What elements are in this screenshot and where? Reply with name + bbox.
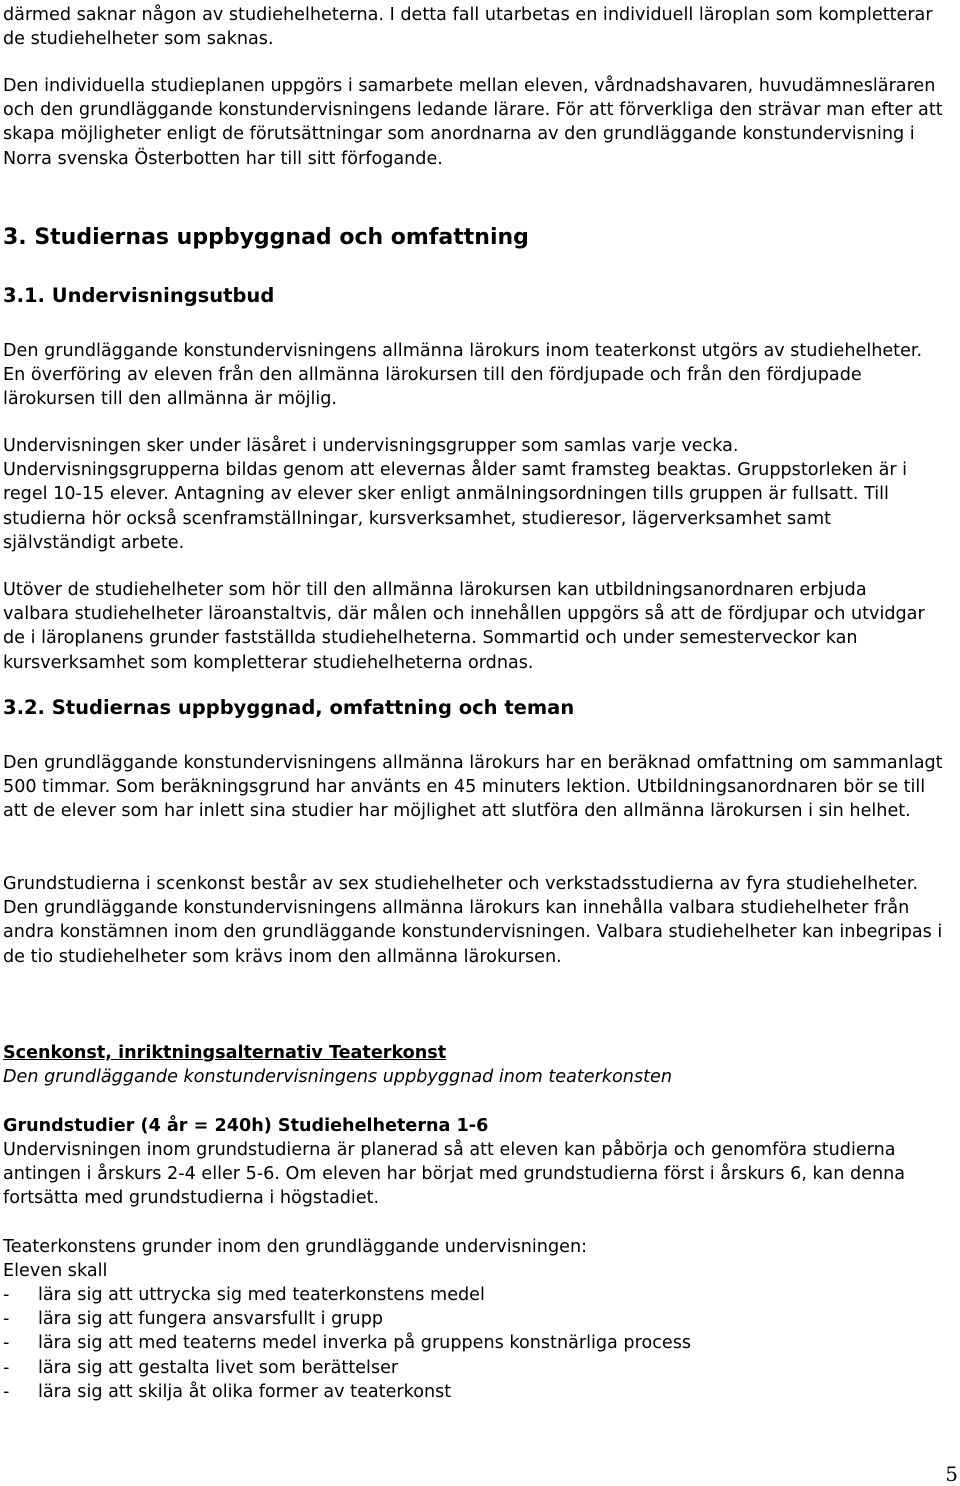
paragraph-pupil-shall: Eleven skall [3, 1261, 108, 1281]
paragraph-grundstudier: Undervisningen inom grundstudierna är planerad så att eleven kan påbörja och genomföra studierna antingen i årskurs 2-4 eller 5-6. Om eleven har börjat med grundstudierna först i årskurs 6, kan denna fortsätta med grundstudierna i högstadiet. [3, 1140, 906, 1209]
list-bullet: - [3, 1285, 10, 1305]
grundstudier-title: Grundstudier (4 år = 240h) Studiehelheterna 1-6 [3, 1116, 489, 1136]
list-item-text: lära sig att uttrycka sig med teaterkonstens medel [38, 1285, 485, 1305]
paragraph-groups: Undervisningen sker under läsåret i undervisningsgrupper som samlas varje vecka. Undervisningsgrupperna bildas genom att elevernas ålder samt framsteg beaktas. Gruppstorleken är i regel 10-15 elever. Antagning av elever sker enligt anmälningsordningen tills gruppen är fullsatt. Till studierna hör också scenframställningar, kursverksamhet, studieresor, lägerverksamhet samt självständigt arbete. [3, 436, 908, 553]
list-bullet: - [3, 1357, 10, 1378]
paragraph-basic-studies: Grundstudierna i scenkonst består av sex studiehelheter och verkstadsstudierna av fyra studiehelheter. Den grundläggande konstundervisningens allmänna lärokurs kan innehålla valbara studiehelheter från andra konstämnen inom den grundläggande konstundervisningen. Valbara studiehelheter kan inbegripas i de tio studiehelheter som krävs inom den allmänna lärokursen. [3, 874, 943, 967]
list-item-text: lära sig att fungera ansvarsfullt i grupp [38, 1309, 384, 1330]
scenkonst-subtitle: Den grundläggande konstundervisningens uppbyggnad inom teaterkonsten [3, 1067, 672, 1087]
paragraph-theatre-basics: Teaterkonstens grunder inom den grundläggande undervisningen: [3, 1237, 588, 1257]
heading-section-3-1: 3.1. Undervisningsutbud [3, 284, 275, 307]
list-item [3, 1356, 691, 1380]
goals-list [3, 1283, 691, 1404]
list-item-text: lära sig att med teaterns medel inverka på gruppens konstnärliga process [38, 1333, 692, 1354]
paragraph-course-structure: Den grundläggande konstundervisningens allmänna lärokurs inom teaterkonst utgörs av studiehelheter. En överföring av eleven från den allmänna lärokursen till den fördjupade och från den fördjupade lärokursen till den allmänna är möjlig. [3, 341, 923, 410]
heading-section-3: 3. Studiernas uppbyggnad och omfattning [3, 225, 529, 250]
heading-section-3-2: 3.2. Studiernas uppbyggnad, omfattning och teman [3, 696, 575, 719]
list-item [3, 1331, 691, 1355]
list-bullet: - [3, 1333, 10, 1354]
page-number: 5 [945, 1462, 958, 1486]
list-item [3, 1307, 691, 1331]
paragraph-intro-end: därmed saknar någon av studiehelheterna. I detta fall utarbetas en individuell läroplan som kompletterar de studiehelheter som saknas. [3, 5, 933, 50]
list-item [3, 1380, 691, 1404]
list-item-text: lära sig att skilja åt olika former av teaterkonst [38, 1381, 452, 1402]
scenkonst-title: Scenkonst, inriktningsalternativ Teaterkonst [3, 1043, 447, 1063]
list-item [3, 1283, 691, 1307]
paragraph-optional-studies: Utöver de studiehelheter som hör till den allmänna lärokursen kan utbildningsanordnaren erbjuda valbara studiehelheter läroanstaltvis, där målen och innehållen uppgörs så att de fördjupar och utvidgar de i läroplanens grunder fastställda studiehelheterna. Sommartid och under semesterveckor kan kursverksamhet som kompletterar studiehelheterna ordnas. [3, 580, 925, 673]
list-item-text: lära sig att gestalta livet som berättelser [38, 1357, 399, 1378]
paragraph-scope: Den grundläggande konstundervisningens allmänna lärokurs har en beräknad omfattning om sammanlagt 500 timmar. Som beräkningsgrund har använts en 45 minuters lektion. Utbildningsanordnaren bör se till att de elever som har inlett sina studier har möjlighet att slutföra den allmänna lärokursen i sin helhet. [3, 753, 943, 822]
list-bullet: - [3, 1381, 10, 1402]
paragraph-study-plan: Den individuella studieplanen uppgörs i samarbete mellan eleven, vårdnadshavaren, huvudämnesläraren och den grundläggande konstundervisningens ledande lärare. För att förverkliga den strävar man efter att skapa möjligheter enligt de förutsättningar som anordnarna av den grundläggande konstundervisning i Norra svenska Österbotten har till sitt förfogande. [3, 76, 943, 169]
list-bullet: - [3, 1309, 10, 1330]
